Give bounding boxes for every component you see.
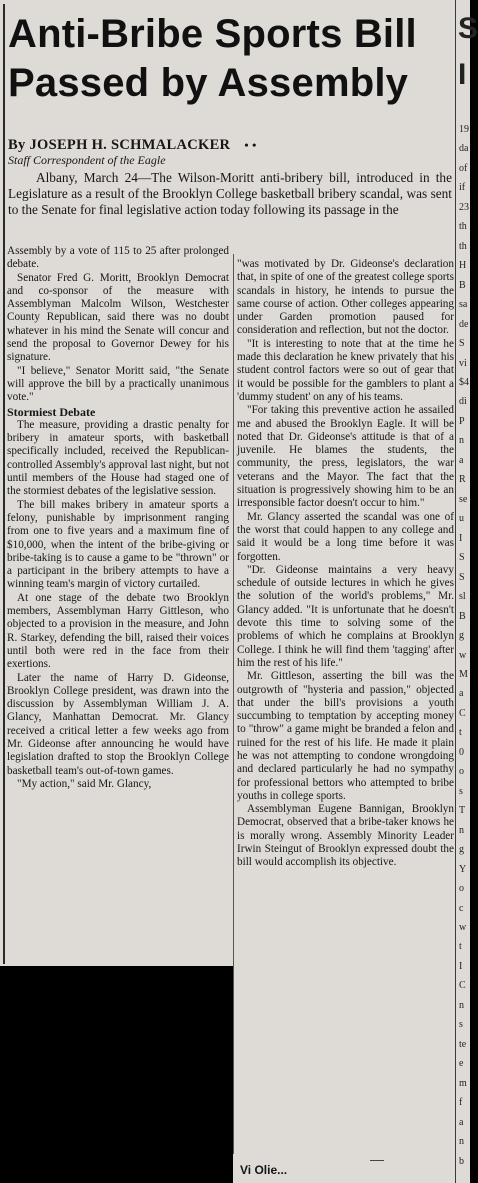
- paragraph: "was motivated by Dr. Gideonse's declaration that, in spite of one of the greatest college sports scandals in history, he intends to pursue the same course of action. Other colleges appearing under Garden promotion paused for consideration and reflection, but not the doctor.: [237, 258, 454, 337]
- left-border-rule: [3, 4, 5, 964]
- margin-fragment: S: [459, 572, 465, 583]
- next-article-head: Vi Olie...: [240, 1163, 288, 1177]
- margin-fragment: te: [459, 1039, 467, 1050]
- margin-fragment: Y: [459, 864, 467, 875]
- margin-fragment: w: [459, 922, 467, 933]
- margin-fragment: t: [459, 941, 462, 952]
- margin-fragment: n: [459, 1000, 464, 1011]
- margin-fragment: C: [459, 708, 466, 719]
- lede-text: Albany, March 24—The Wilson-Moritt anti-bribery bill, introduced in the Legislature as a result of the Brooklyn College basketball bribery scandal, was sent to the Senate for final legislative action today following its passage in the: [8, 170, 452, 218]
- blank-region: [0, 966, 233, 1183]
- margin-fragment: H: [459, 260, 467, 271]
- margin-fragment: w: [459, 650, 467, 661]
- margin-fragment: C: [459, 980, 466, 991]
- margin-fragment: S: [459, 552, 465, 563]
- margin-fragment: g: [459, 844, 464, 855]
- margin-fragment: M: [459, 669, 468, 680]
- paragraph: The bill makes bribery in amateur sports a felony, punishable by imprisonment ranging from one to five years and a maximum fine of $10,000, when the intent of the bribe-giving or bribe-taking is to cause a game to be "thrown" or a participant in the bribery attempts to have a winning team's margin of victory curtailed.: [7, 498, 229, 591]
- margin-fragment: o: [459, 766, 464, 777]
- subhead: Stormiest Debate: [7, 404, 96, 419]
- margin-fragment: B: [459, 611, 466, 622]
- margin-fragment: th: [459, 221, 467, 232]
- margin-fragment: B: [459, 280, 466, 291]
- paragraph: Later the name of Harry D. Gideonse, Brooklyn College president, was drawn into the discussion by Assemblyman William J. A. Glancy, Manhattan Democrat. Mr. Glancy received a critical letter a few weeks ago from Mr. Gideonse after announcing he would have legislation drafted to stop the Brooklyn College basketball team's out-of-town games.: [7, 671, 229, 777]
- paragraph: Senator Fred G. Moritt, Brooklyn Democrat and co-sponsor of the measure with Assemblyman Malcolm Wilson, Westchester County Republican, said there was no doubt whatever in his mind the Senate will concur and send the proposal to Governor Dewey for his signature.: [7, 271, 229, 364]
- right-column-rule: [455, 0, 456, 1183]
- margin-fragment: a: [459, 688, 464, 699]
- lede-paragraph: [8, 170, 452, 219]
- margin-fragment: n: [459, 1136, 464, 1147]
- paragraph: Mr. Glancy asserted the scandal was one of the worst that could happen to any college and said it would be a long time before it was forgotten.: [237, 510, 454, 563]
- margin-fragment: da: [459, 143, 469, 154]
- margin-fragments: [457, 0, 470, 1183]
- margin-fragment: $4: [459, 377, 469, 388]
- paragraph: Mr. Gittleson, asserting the bill was the outgrowth of "hysteria and passion," objected that under the bill's provisions a youth succumbing to temptation by accepting money to "throw" a game might be branded a felon and ruined for the rest of his life. He made it plain he was not attempting to condone wrongdoing and declared particularly he had no sympathy for professional bettors who attempted to bribe youths in college sports.: [237, 670, 454, 802]
- margin-fragment: sa: [459, 299, 468, 310]
- byline-mark: • •: [244, 138, 257, 152]
- margin-fragment: se: [459, 494, 468, 505]
- staff-line: Staff Correspondent of the Eagle: [8, 153, 166, 167]
- margin-fragment: if: [459, 182, 466, 193]
- paragraph: "It is interesting to note that at the time he made this declaration he knew privately that his student control factors were so out of gear that it would be possible for the gamblers to plant a 'dummy student' on any of his teams.: [237, 337, 454, 403]
- byline: [8, 137, 257, 154]
- paragraph: "Dr. Gideonse maintains a very heavy schedule of outside lectures in which he gives the solution of the world's problems," Mr. Glancy added. "It is unfortunate that he doesn't devote this time to solving some of the problems of which he complains at Brooklyn College. I think he will find them 'tagging' after him the rest of his life.": [237, 563, 454, 669]
- margin-fragment: S: [459, 338, 465, 349]
- margin-fragment: R: [459, 474, 466, 485]
- margin-fragment: u: [459, 513, 464, 524]
- margin-fragment: g: [459, 630, 464, 641]
- paragraph: Assembly by a vote of 115 to 25 after prolonged debate.: [7, 245, 229, 271]
- margin-fragment: I: [459, 533, 463, 544]
- margin-fragment: t: [459, 727, 462, 738]
- margin-fragment: 23: [459, 202, 469, 213]
- margin-letter: I: [458, 58, 467, 91]
- paragraph: "For taking this preventive action he assailed me and abused the Brooklyn Eagle. It will be noted that Dr. Gideonse's attitude is that of a juvenile. He blames the students, the community, the press, legislators, the war veterans and the Mayor. The fact that the situation is progressively showing him to be an irresponsible factor doesn't occur to him.": [237, 404, 454, 510]
- margin-fragment: f: [459, 1097, 463, 1108]
- paragraph: "My action," said Mr. Glancy,: [17, 777, 152, 790]
- column-left: [7, 245, 229, 791]
- margin-fragment: e: [459, 1058, 464, 1069]
- end-rule: [370, 1160, 384, 1161]
- margin-fragment: s: [459, 1019, 463, 1030]
- margin-fragment: 0: [459, 747, 464, 758]
- adjacent-column-fragments: [457, 0, 478, 1183]
- margin-fragment: de: [459, 319, 469, 330]
- margin-fragment: n: [459, 435, 464, 446]
- margin-fragment: di: [459, 396, 467, 407]
- margin-fragment: c: [459, 903, 464, 914]
- byline-name: By JOSEPH H. SCHMALACKER: [8, 137, 231, 153]
- paragraph: At one stage of the debate two Brooklyn members, Assemblyman Harry Gittleson, who objected to a provision in the measure, and John R. Starkey, defending the bill, raised their voices until both were red in the face from their exertions.: [7, 591, 229, 671]
- margin-fragment: th: [459, 241, 467, 252]
- margin-fragment: I: [459, 961, 463, 972]
- margin-fragment: n: [459, 825, 464, 836]
- paragraph: "I believe," Senator Moritt said, "the Senate will approve the bill by a practically unanimous vote.": [7, 364, 229, 404]
- column-divider: [233, 254, 234, 1154]
- margin-letter: S: [458, 12, 478, 45]
- margin-fragment: of: [459, 163, 468, 174]
- margin-fragment: 19: [459, 124, 469, 135]
- margin-fragment: s: [459, 786, 463, 797]
- margin-fragment: P: [459, 416, 465, 427]
- margin-fragment: a: [459, 1117, 464, 1128]
- paragraph: Assemblyman Eugene Bannigan, Brooklyn Democrat, observed that a bribe-taker knows he is morally wrong. Assembly Minority Leader Irwin Steingut of Brooklyn expressed doubt the bill would accomplish its objective.: [237, 803, 454, 869]
- margin-fragment: T: [459, 805, 466, 816]
- margin-fragment: m: [459, 1078, 467, 1089]
- margin-fragment: b: [459, 1156, 464, 1167]
- column-right: [237, 258, 454, 870]
- margin-fragment: vi: [459, 358, 467, 369]
- margin-fragment: sl: [459, 591, 466, 602]
- margin-fragment: a: [459, 455, 464, 466]
- margin-fragment: o: [459, 883, 464, 894]
- headline: Anti-Bribe Sports Bill Passed by Assembly: [8, 12, 417, 105]
- paragraph: The measure, providing a drastic penalty for bribery in amateur sports, with basketball specifically included, received the Republican-controlled Assembly's approval last night, but not until members of the House had staged one of the stormiest debates of the legislative session.: [7, 418, 229, 498]
